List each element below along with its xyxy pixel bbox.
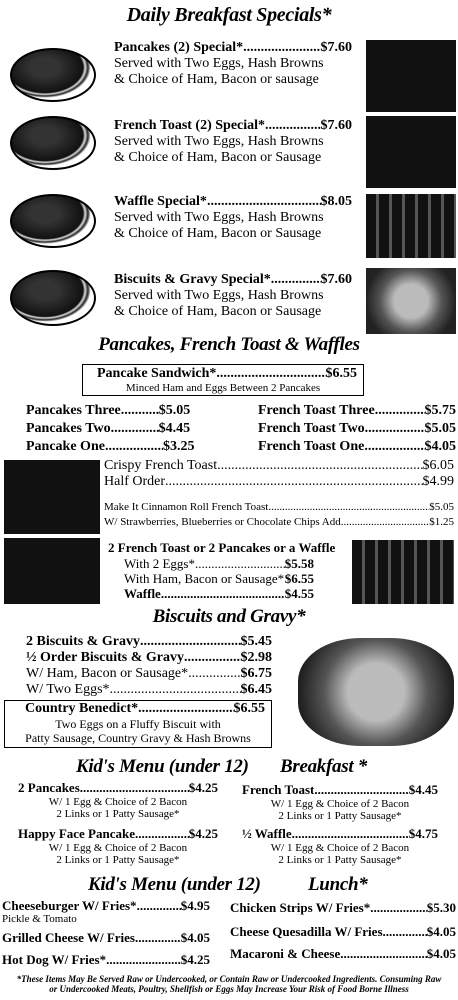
- pancake-plate-image: [10, 48, 96, 102]
- combo-waffle-photo: [352, 540, 454, 604]
- combo-section: 2 French Toast or 2 Pancakes or a Waffle With 2 Eggs* ..... $5.58 With Ham, Bacon or Sausage* ..... $6.55 Waffle ..... $4.55: [108, 540, 348, 601]
- list-item: French Toast One ..... $4.05: [258, 438, 456, 456]
- addons-list: [104, 500, 454, 530]
- special-biscuits: Biscuits & Gravy Special* ..... $7.60 Served with Two Eggs, Hash Browns & Choice of Ham, Bacon or Sausage: [114, 272, 352, 320]
- list-item: Pancake One ..... $3.25: [26, 438, 222, 456]
- country-benedict-box: Country Benedict* ..... $6.55 Two Eggs on a Fluffy Biscuit with Patty Sausage, Country Gravy & Hash Browns: [4, 700, 272, 748]
- list-item: Macaroni & Cheese ..... $4.05: [230, 946, 456, 962]
- list-item: W/ Strawberries, Blueberries or Chocolate Chips Add ..... $1.25: [104, 515, 454, 530]
- french-toast-list: [258, 402, 456, 456]
- special-pancakes: Pancakes (2) Special* ..... $7.60 Served with Two Eggs, Hash Browns & Choice of Ham, Bacon or sausage: [114, 40, 352, 88]
- french-toast-photo: [366, 116, 456, 188]
- waffle-photo: [366, 194, 456, 258]
- kids-lunch-label: Lunch*: [308, 874, 368, 895]
- pancakes-section-title: Pancakes, French Toast & Waffles: [98, 334, 360, 355]
- list-item: Half Order ..... $4.99: [104, 474, 454, 490]
- page-title: Daily Breakfast Specials*: [126, 4, 332, 26]
- kids-lunch-right: [230, 900, 456, 962]
- kids-breakfast-title: Kid's Menu (under 12): [76, 756, 249, 777]
- list-item: Pancakes Two ..... $4.45: [26, 420, 222, 438]
- kids-item-waffle: ½ Waffle ..... $4.75 W/ 1 Egg & Choice of 2 Bacon 2 Links or 1 Patty Sausage*: [242, 826, 438, 866]
- list-item: Make It Cinnamon Roll French Toast ..... $5.05: [104, 500, 454, 515]
- crispy-toast-photo: [4, 460, 100, 534]
- kids-item-pancakes: 2 Pancakes ..... $4.25 W/ 1 Egg & Choice of 2 Bacon 2 Links or 1 Patty Sausage*: [18, 780, 218, 820]
- kids-lunch-title: Kid's Menu (under 12): [88, 874, 261, 895]
- kids-breakfast-label: Breakfast *: [280, 756, 367, 777]
- biscuits-list: [26, 634, 272, 698]
- biscuits-section-title: Biscuits and Gravy*: [152, 606, 306, 627]
- combo-left-photo: [4, 538, 100, 604]
- kids-lunch-left: Cheeseburger W/ Fries* ..... $4.95 Pickle & Tomato Grilled Cheese W/ Fries ..... $4.05 Hot Dog W/ Fries* ..... $4.25: [2, 898, 210, 968]
- list-item: Hot Dog W/ Fries* ..... $4.25: [2, 952, 210, 968]
- list-item: Chicken Strips W/ Fries* ..... $5.30: [230, 900, 456, 916]
- list-item: ½ Order Biscuits & Gravy ..... $2.98: [26, 650, 272, 666]
- list-item: With 2 Eggs* ..... $5.58: [124, 556, 314, 571]
- list-item: Grilled Cheese W/ Fries ..... $4.05: [2, 930, 210, 946]
- list-item: Waffle ..... $4.55: [124, 586, 314, 601]
- pancake-sandwich-box: Pancake Sandwich* ..... $6.55 Minced Ham and Eggs Between 2 Pancakes: [82, 364, 364, 396]
- french-toast-plate-image: [10, 116, 96, 170]
- pancake-photo: [366, 40, 456, 112]
- list-item: 2 Biscuits & Gravy ..... $5.45: [26, 634, 272, 650]
- special-french-toast: French Toast (2) Special* ..... $7.60 Served with Two Eggs, Hash Browns & Choice of Ham, Bacon or Sausage: [114, 118, 352, 166]
- biscuits-gravy-photo: [298, 638, 454, 746]
- list-item: W/ Two Eggs* ..... $6.45: [26, 682, 272, 698]
- crispy-list: [104, 458, 454, 490]
- pancakes-list: [26, 402, 222, 456]
- kids-item-french-toast: French Toast ..... $4.45 W/ 1 Egg & Choice of 2 Bacon 2 Links or 1 Patty Sausage*: [242, 782, 438, 822]
- list-item: Crispy French Toast ..... $6.05: [104, 458, 454, 474]
- kids-item-happy-face: Happy Face Pancake ..... $4.25 W/ 1 Egg & Choice of 2 Bacon 2 Links or 1 Patty Sausage*: [18, 826, 218, 866]
- waffle-plate-image: [10, 194, 96, 248]
- special-waffle: Waffle Special* ..... $8.05 Served with Two Eggs, Hash Browns & Choice of Ham, Bacon or Sausage: [114, 194, 352, 242]
- list-item: Cheese Quesadilla W/ Fries ..... $4.05: [230, 924, 456, 940]
- footnote: *These Items May Be Served Raw or Undercooked, or Contain Raw or Undercooked Ingredients. Consuming Raw or Undercooked Meats, Poultry, Shellfish or Eggs May Increase Your Risk of Food Borne Illness: [16, 974, 442, 994]
- list-item: Pancakes Three ..... $5.05: [26, 402, 222, 420]
- list-item: French Toast Three ..... $5.75: [258, 402, 456, 420]
- biscuits-plate-image: [10, 270, 96, 326]
- list-item: W/ Ham, Bacon or Sausage* ..... $6.75: [26, 666, 272, 682]
- biscuits-photo: [366, 268, 456, 334]
- list-item: French Toast Two ..... $5.05: [258, 420, 456, 438]
- list-item: Cheeseburger W/ Fries* ..... $4.95: [2, 898, 210, 914]
- list-item: With Ham, Bacon or Sausage* ..... $6.55: [124, 571, 314, 586]
